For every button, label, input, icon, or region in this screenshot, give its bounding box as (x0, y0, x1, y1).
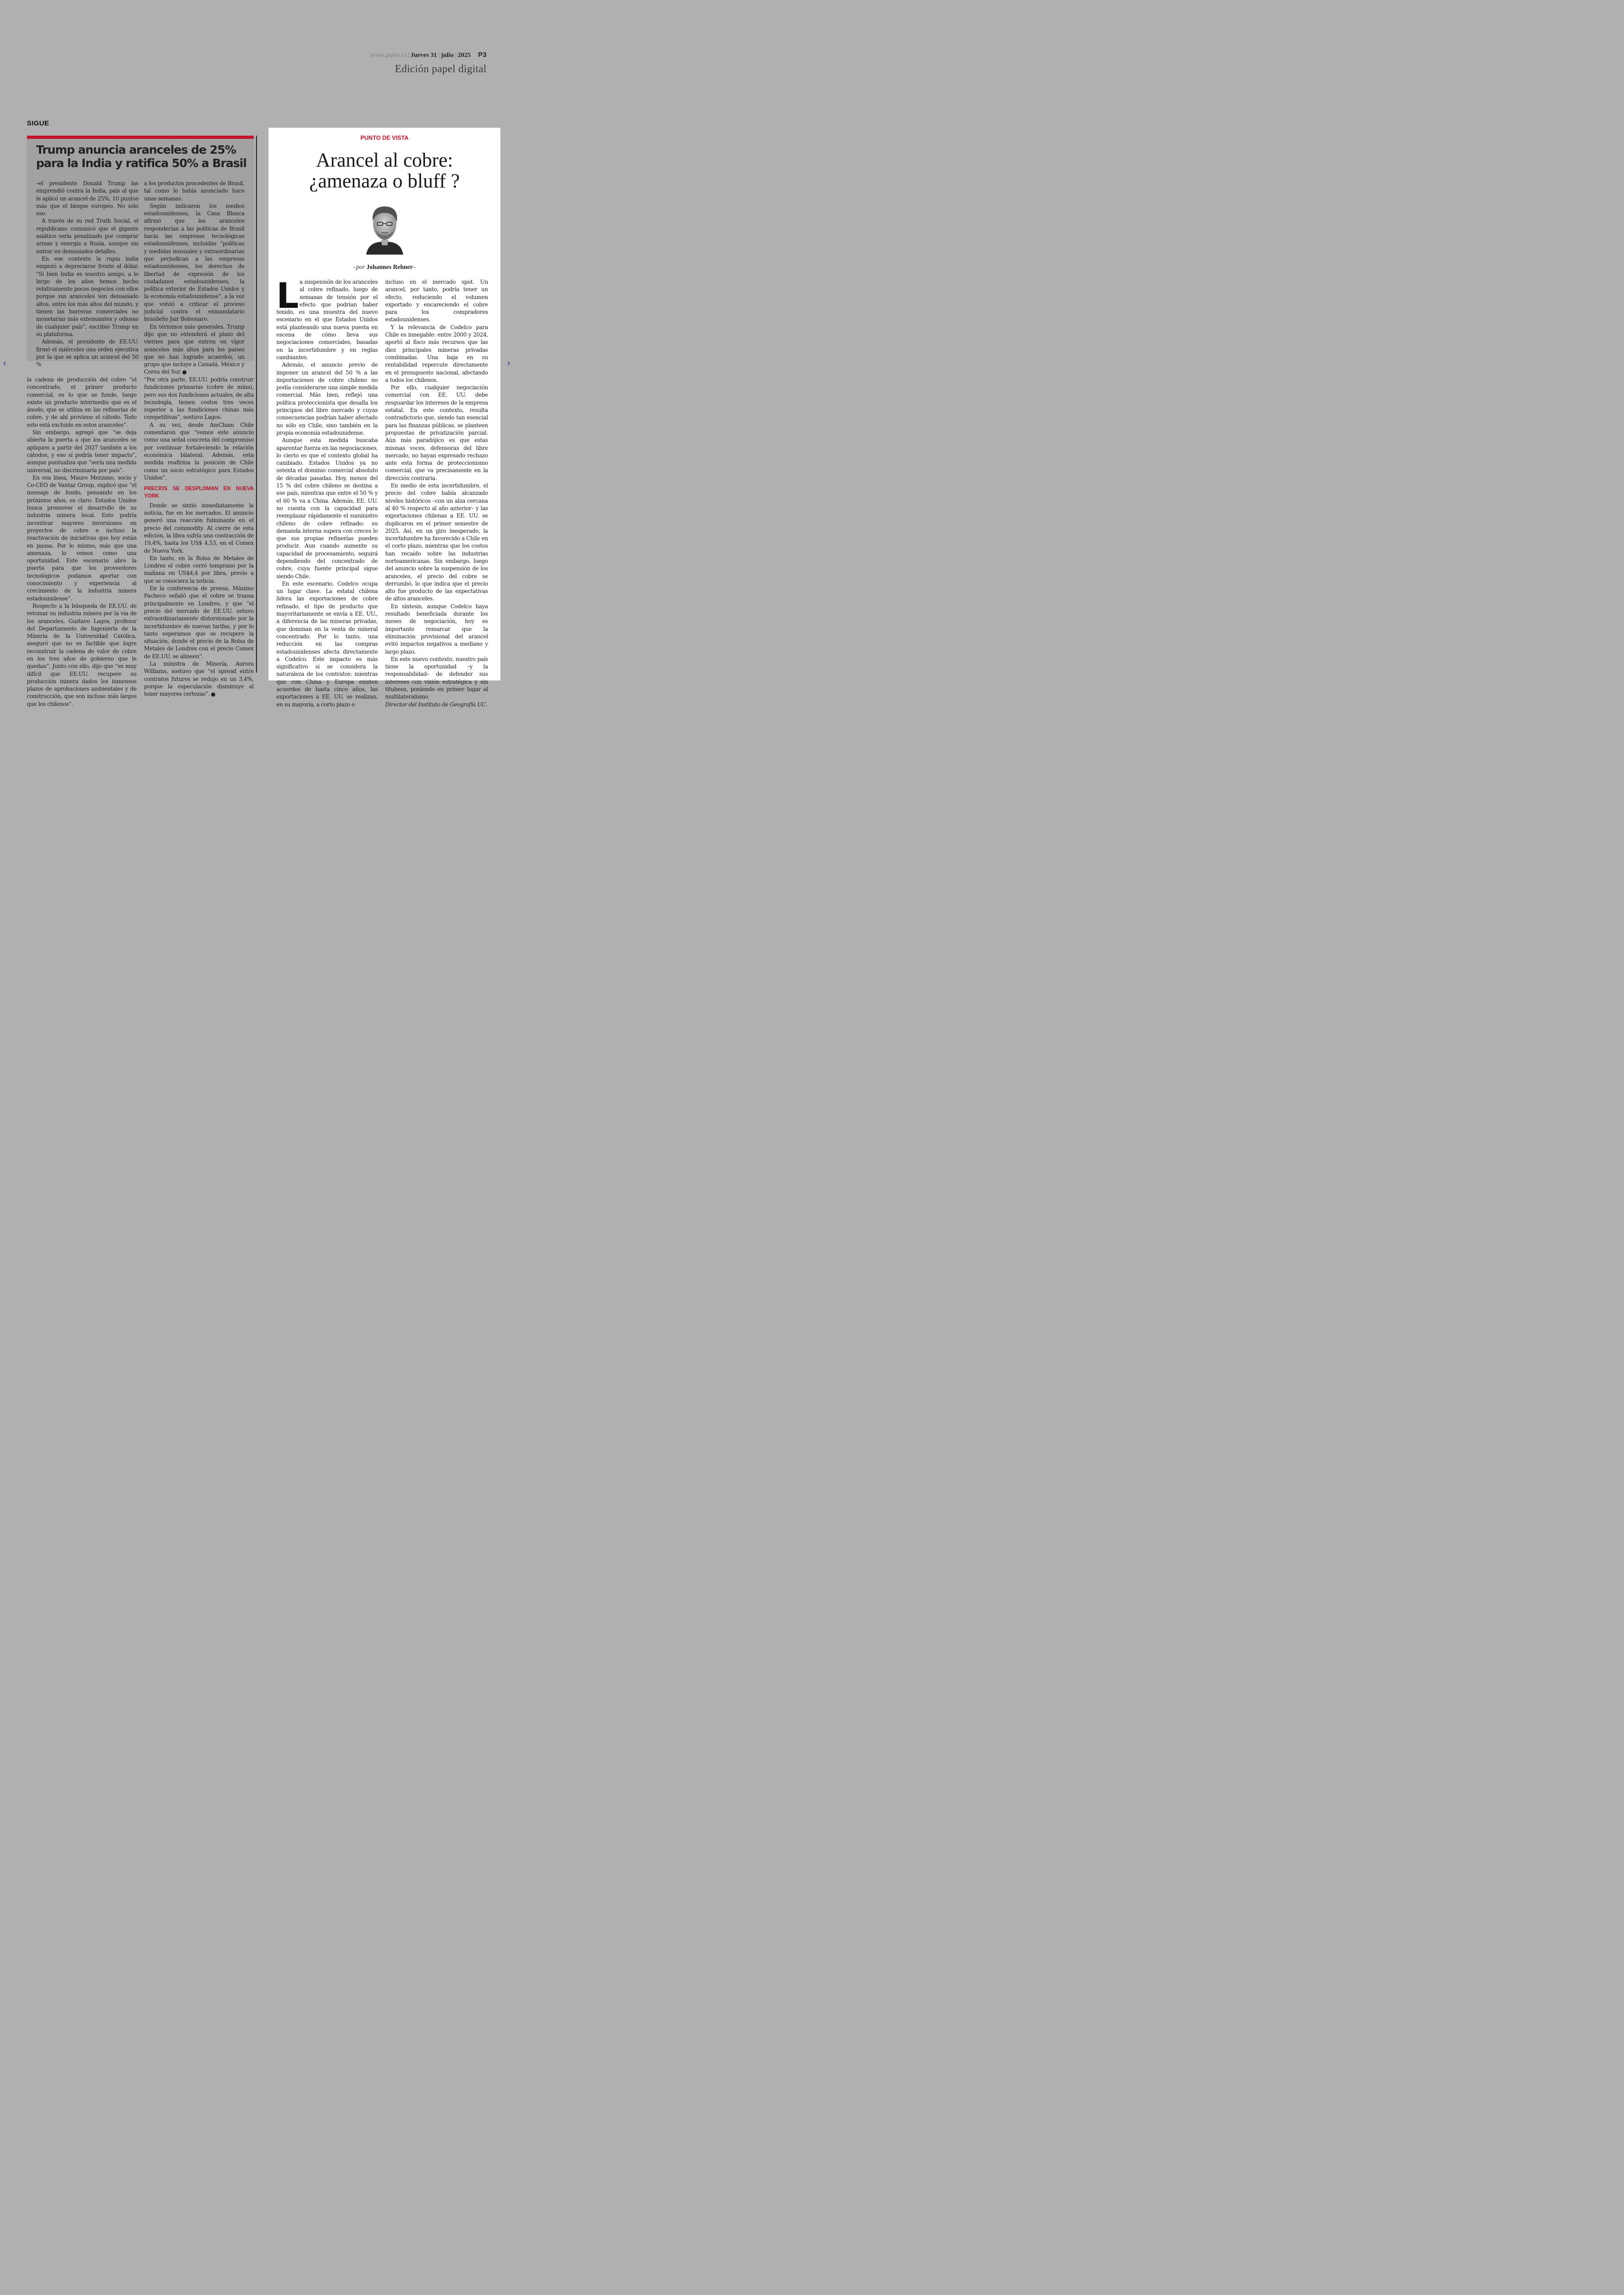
article-column-1 (27, 376, 137, 708)
chevron-left-icon: ‹ (3, 357, 6, 368)
page-number: P3 (478, 51, 487, 59)
site-url[interactable]: www.pulso.cl (370, 52, 406, 59)
date-line: www.pulso.cl | Jueves 31 | julio | 2025 P3 (370, 51, 487, 59)
author-signoff: Director del Instituto de Geografía UC. (385, 701, 487, 708)
section-label: SIGUE (27, 119, 50, 127)
end-mark-icon (182, 370, 187, 374)
paragraph: En términos más generales, Trump dijo que no extenderá el plazo del viernes para que entren en vigor aranceles más altos para los países que no han logrado acuerdos, un grupo que incluye a Canadá, México y Corea del Sur. (144, 323, 244, 375)
paragraph: Por ello, cualquier negociación comercial con EE. UU. debe resguardar los intereses de la empresa estatal. En este contexto, resulta contradictorio que, siendo tan esencial para las finanzas públicas, se planteen propuestas de privatización parcial. Aún más paradójico es que estas mismas voces, defensoras del libre mercado, no hayan expresado rechazo ante esta forma de proteccionismo comercial, que va precisamente en la dirección contraria. (385, 384, 488, 481)
paragraph: Donde se sintió inmediatamente la noticia, fue en los mercados. El anuncio generó una reacción fulminante en el precio del commodity. Al cierre de esta edición, la libra sufría una contracción de 19,4%, hasta los US$ 4,53, en el Comex de Nueva York. (144, 502, 254, 554)
paragraph: En la conferencia de prensa, Máximo Pacheco señaló que el cobre se transa principalmente en Londres, y que “el precio del mercado de EE.UU. estuvo extraordinariamente distorsionado por la incertidumbre de nuevas tarifas, y por lo tanto esperamos que se recupere la situación, donde el precio de la Bolsa de Metales de Londres con el precio Comex de EE.UU. se alineen”. (144, 585, 254, 660)
paragraph: incluso en el mercado spot. Un arancel, por tanto, podría tener un efecto, reduciendo el volumen exportado y encareciendo el cobre para los compradores estadounidenses. (385, 279, 488, 323)
paragraph: A través de su red Truth Social, el republicano comunicó que el gigante asiático sería penalizado por comprar armas y energía a Rusia, aunque sin entrar en demasiados detalles. (36, 218, 138, 255)
paragraph: Además, el anuncio previo de imponer un arancel del 50 % a las importaciones de cobre chileno no podía considerarse una simple medida comercial. Más bien, reflejó una política proteccionista que desafía los principios del libre mercado y cuyas consecuencias podrían haber afectado no sólo en Chile, sino también en la propia economía estadounidense. (276, 362, 378, 436)
paragraph: La ministra de Minería, Aurora Williams, sostuvo que “el spread entre contratos futuros se redujo en un 3,4%, porque la especulación disminuye al tener mayores certezas”. (144, 660, 254, 698)
paragraph: En este escenario, Codelco ocupa un lugar clave. La estatal chilena lidera las exportaciones de cobre refinado, el tipo de producto que mayoritariamente se envía a EE. UU., a diferencia de las mineras privadas, que dominan en la venta de mineral concentrado. Por lo tanto, una reducción en las compras estadounidenses afecta directamente a Codelco. Este impacto es más significativo si se considera la naturaleza de los contratos: mientras que con China y Europa existen acuerdos de hasta cinco años, las exportaciones a EE. UU. se realizan, en su mayoría, a corto plazo o (276, 580, 378, 708)
paragraph: En este nuevo contexto, nuestro país tiene la oportunidad –y la responsabilidad– de defender sus intereses con visión estratégica y sin titubeos, poniendo en primer lugar al multilateralismo. (385, 655, 488, 700)
subheading: PRECIOS SE DESPLOMAN EN NUEVA YORK (144, 486, 254, 499)
date-year: 2025 (457, 52, 471, 59)
paragraph: En tanto, en la Bolsa de Metales de Londres el cobre cerró temprano por la mañana en US$4,4 por libra, previo a que se conociera la noticia. (144, 555, 254, 584)
paragraph: “Por otra parte, EE.UU. podría construir fundiciones primarias (cobre de mina), pero sus dos fundiciones actuales, de alta tecnología, tienen costos tres veces superior a las fundiciones chinas más competitivas”, sostuvo Lagos. (144, 376, 254, 421)
paragraph: la cadena de producción del cobre “el concentrado, el primer producto comercial, es lo que se funde, luego existe un producto intermedio que es el ánodo, que se utiliza en las refinerías de cobre, y de ahí proviene el cátodo. Todo esto está excluido en estos aranceles”. (27, 376, 137, 428)
date-day: Jueves 31 (410, 52, 437, 59)
opinion-title-line-2: ¿amenaza o bluff ? (309, 170, 460, 192)
opinion-column-1 (276, 275, 378, 708)
box-column-1 (36, 180, 138, 368)
drop-cap: L (276, 275, 299, 316)
byline: –por Johannes Rehner– (353, 263, 416, 270)
opinion-title (269, 150, 500, 192)
column-divider (256, 136, 257, 673)
paragraph: Aunque esta medida buscaba aparentar fuerza en las negociaciones, lo cierto es que el contexto global ha cambiado. Estados Unidos ya no ostenta el dominio comercial absoluto de décadas pasadas. Hoy, menos del 15 % del cobre chileno se destina a ese país, mientras que entre el 50 % y el 60 % va a China. Además, EE. UU. no cuenta con la capacidad para reemplazar rápidamente el suministro chileno de cobre refinado: su demanda interna supera con creces lo que sus propias refinerías pueden producir. Aun cuando aumente su capacidad de procesamiento, seguirá dependiendo del concentrado de cobre, cuya fuente principal sigue siendo Chile. (276, 437, 378, 580)
masthead (371, 51, 487, 75)
paragraph: a suspensión de los aranceles al cobre refinado, luego de semanas de tensión por el efecto que podrían haber tenido, es una muestra del nuevo escenario en el que Estados Unidos está planteando una nueva puesta en escena de cómo lleva sus negociaciones comerciales, basadas en la incertidumbre y en reglas cambiantes. (276, 279, 378, 361)
paragraph: En esa línea, Mauro Mezzano, socio y Co-CEO de Vantaz Group, explicó que “el mensaje de fondo, pensando en los próximos años, es claro: Estados Unidos busca promover el desarrollo de su industria minera local. Esto podría incentivar mayores inversiones en proyectos de cobre e incluso la reactivación de iniciativas que hoy están en pausa. Por lo mismo, más que una amenaza, lo vemos como una oportunidad. Este escenario abre la puerta para que los proveedores tecnológicos podamos aportar con conocimiento y experiencia al crecimiento de la industria minera estadounidense”. (27, 474, 137, 602)
opinion-title-line-1: Arancel al cobre: (316, 150, 453, 171)
paragraph: En síntesis, aunque Codelco haya resultado beneficiada durante los meses de negociación, hoy es importante remarcar que la eliminación provisional del arancel evitó impactos negativos a mediano y largo plazo. (385, 603, 488, 655)
opinion-label: PUNTO DE VISTA (360, 135, 409, 141)
paragraph: En ese contexto la rupia india empezó a depreciarse frente al dólar. “Si bien India es nuestro amigo, a lo largo de los años hemos hecho relativamente pocos negocios con ellos porque sus aranceles son demasiado altos, entre los más altos del mundo, y tienen las barreras comerciales no monetarias más extenuantes y odiosas de cualquier país”, escribió Trump en su plataforma. (36, 255, 139, 337)
edition-title: Edición papel digital (395, 63, 487, 75)
author-portrait (363, 203, 406, 255)
article-headline: Trump anuncia aranceles de 25% para la India y ratifica 50% a Brasil (36, 143, 247, 170)
paragraph: Sin embargo, agregó que “se deja abierta la puerta a que los aranceles se apliquen a partir del 2027 también a los cátodos, y eso sí podría tener impacto”, aunque puntualiza que “sería una medida universal, no discriminaría por país”. (27, 429, 137, 474)
paragraph: Además, el presidente de EE.UU. firmó el miércoles una orden ejecutiva por la que se aplica un arancel del 50 % (36, 338, 138, 368)
paragraph: –el presidente Donald Trump las emprendió contra la India, país al que le aplicó un arancel de 25%, 10 puntos más que el bloque europeo. No sólo eso. (36, 180, 138, 217)
paragraph: Según indicaron los medios estadounidenses, la Casa Blanca afirmó que los aranceles responderían a las políticas de Brasil hacia las empresas tecnológicas estadounidenses, incluidas “políticas y medidas inusuales y extraordinarias que perjudican a las empresas estadounidenses, los derechos de libertad de expresión de los ciudadanos estadounidenses, la política exterior de Estados Unidos y la economía estadounidense”, a la vez que volvió a criticar el proceso judicial contra el exmandatario brasileño Jair Bolsonaro. (144, 202, 244, 323)
date-month: julio (441, 52, 454, 59)
paragraph: a los productos procedentes de Brasil, tal como lo había anunciado hace unas semanas. (144, 180, 244, 202)
paragraph: A su vez, desde AmCham Chile comentaron que “vemos este anuncio como una señal concreta del compromiso por continuar fortaleciendo la relación económica bilateral. Además, esta medida reafirma la posición de Chile como un socio estratégico para Estados Unidos”. (144, 421, 254, 481)
paragraph: Y la relevancia de Codelco para Chile es innegable: entre 2000 y 2024, aportó al fisco más recursos que las diez principales mineras privadas combinadas. Una baja en su rentabilidad repercute directamente en el presupuesto nacional, afectando a todos los chilenos. (385, 324, 488, 383)
next-page-button[interactable] (507, 357, 511, 368)
headline-box (27, 136, 254, 375)
prev-page-button[interactable] (3, 357, 6, 368)
author-name: Johannes Rehner (366, 263, 413, 270)
paragraph: En medio de esta incertidumbre, el precio del cobre había alcanzado niveles históricos –con un alza cercana al 40 % respecto al año anterior– y las exportaciones chilenas a EE. UU. se duplicaron en el primer semestre de 2025. Así, en un giro inesperado, la incertidumbre ha favorecido a Chile en el corto plazo, mientras que los costos han recaído sobre las industrias norteamericanas. Sin embargo, luego del anuncio sobre la suspensión de los aranceles, el precio del cobre se derrumbó, lo que indica que el precio alto fue producto de las expectativas de altos aranceles. (385, 482, 488, 602)
opinion-column-2 (385, 278, 488, 708)
end-mark-icon (211, 692, 215, 697)
article-column-2 (144, 376, 254, 698)
paragraph: Respecto a la búsqueda de EE.UU. de retomar su industria minera por la vía de los aranceles, Gustavo Lagos, profesor del Departamento de Ingeniería de la Minería de la Universidad Católica, aseguró que no es factible que logre reconstruir la cadena de valor de cobre en los tres años de gobierno que le quedan”. Junto con ello, dijo que “es muy difícil que EE.UU. recupere su producción minera dados los inmensos plazos de aprobaciones ambientales y de construcción, que son incluso más largos que los chilenos”. (27, 602, 137, 707)
opinion-panel (269, 128, 500, 708)
red-accent-bar (27, 136, 254, 139)
box-column-2 (144, 180, 244, 376)
chevron-right-icon: › (507, 357, 511, 368)
